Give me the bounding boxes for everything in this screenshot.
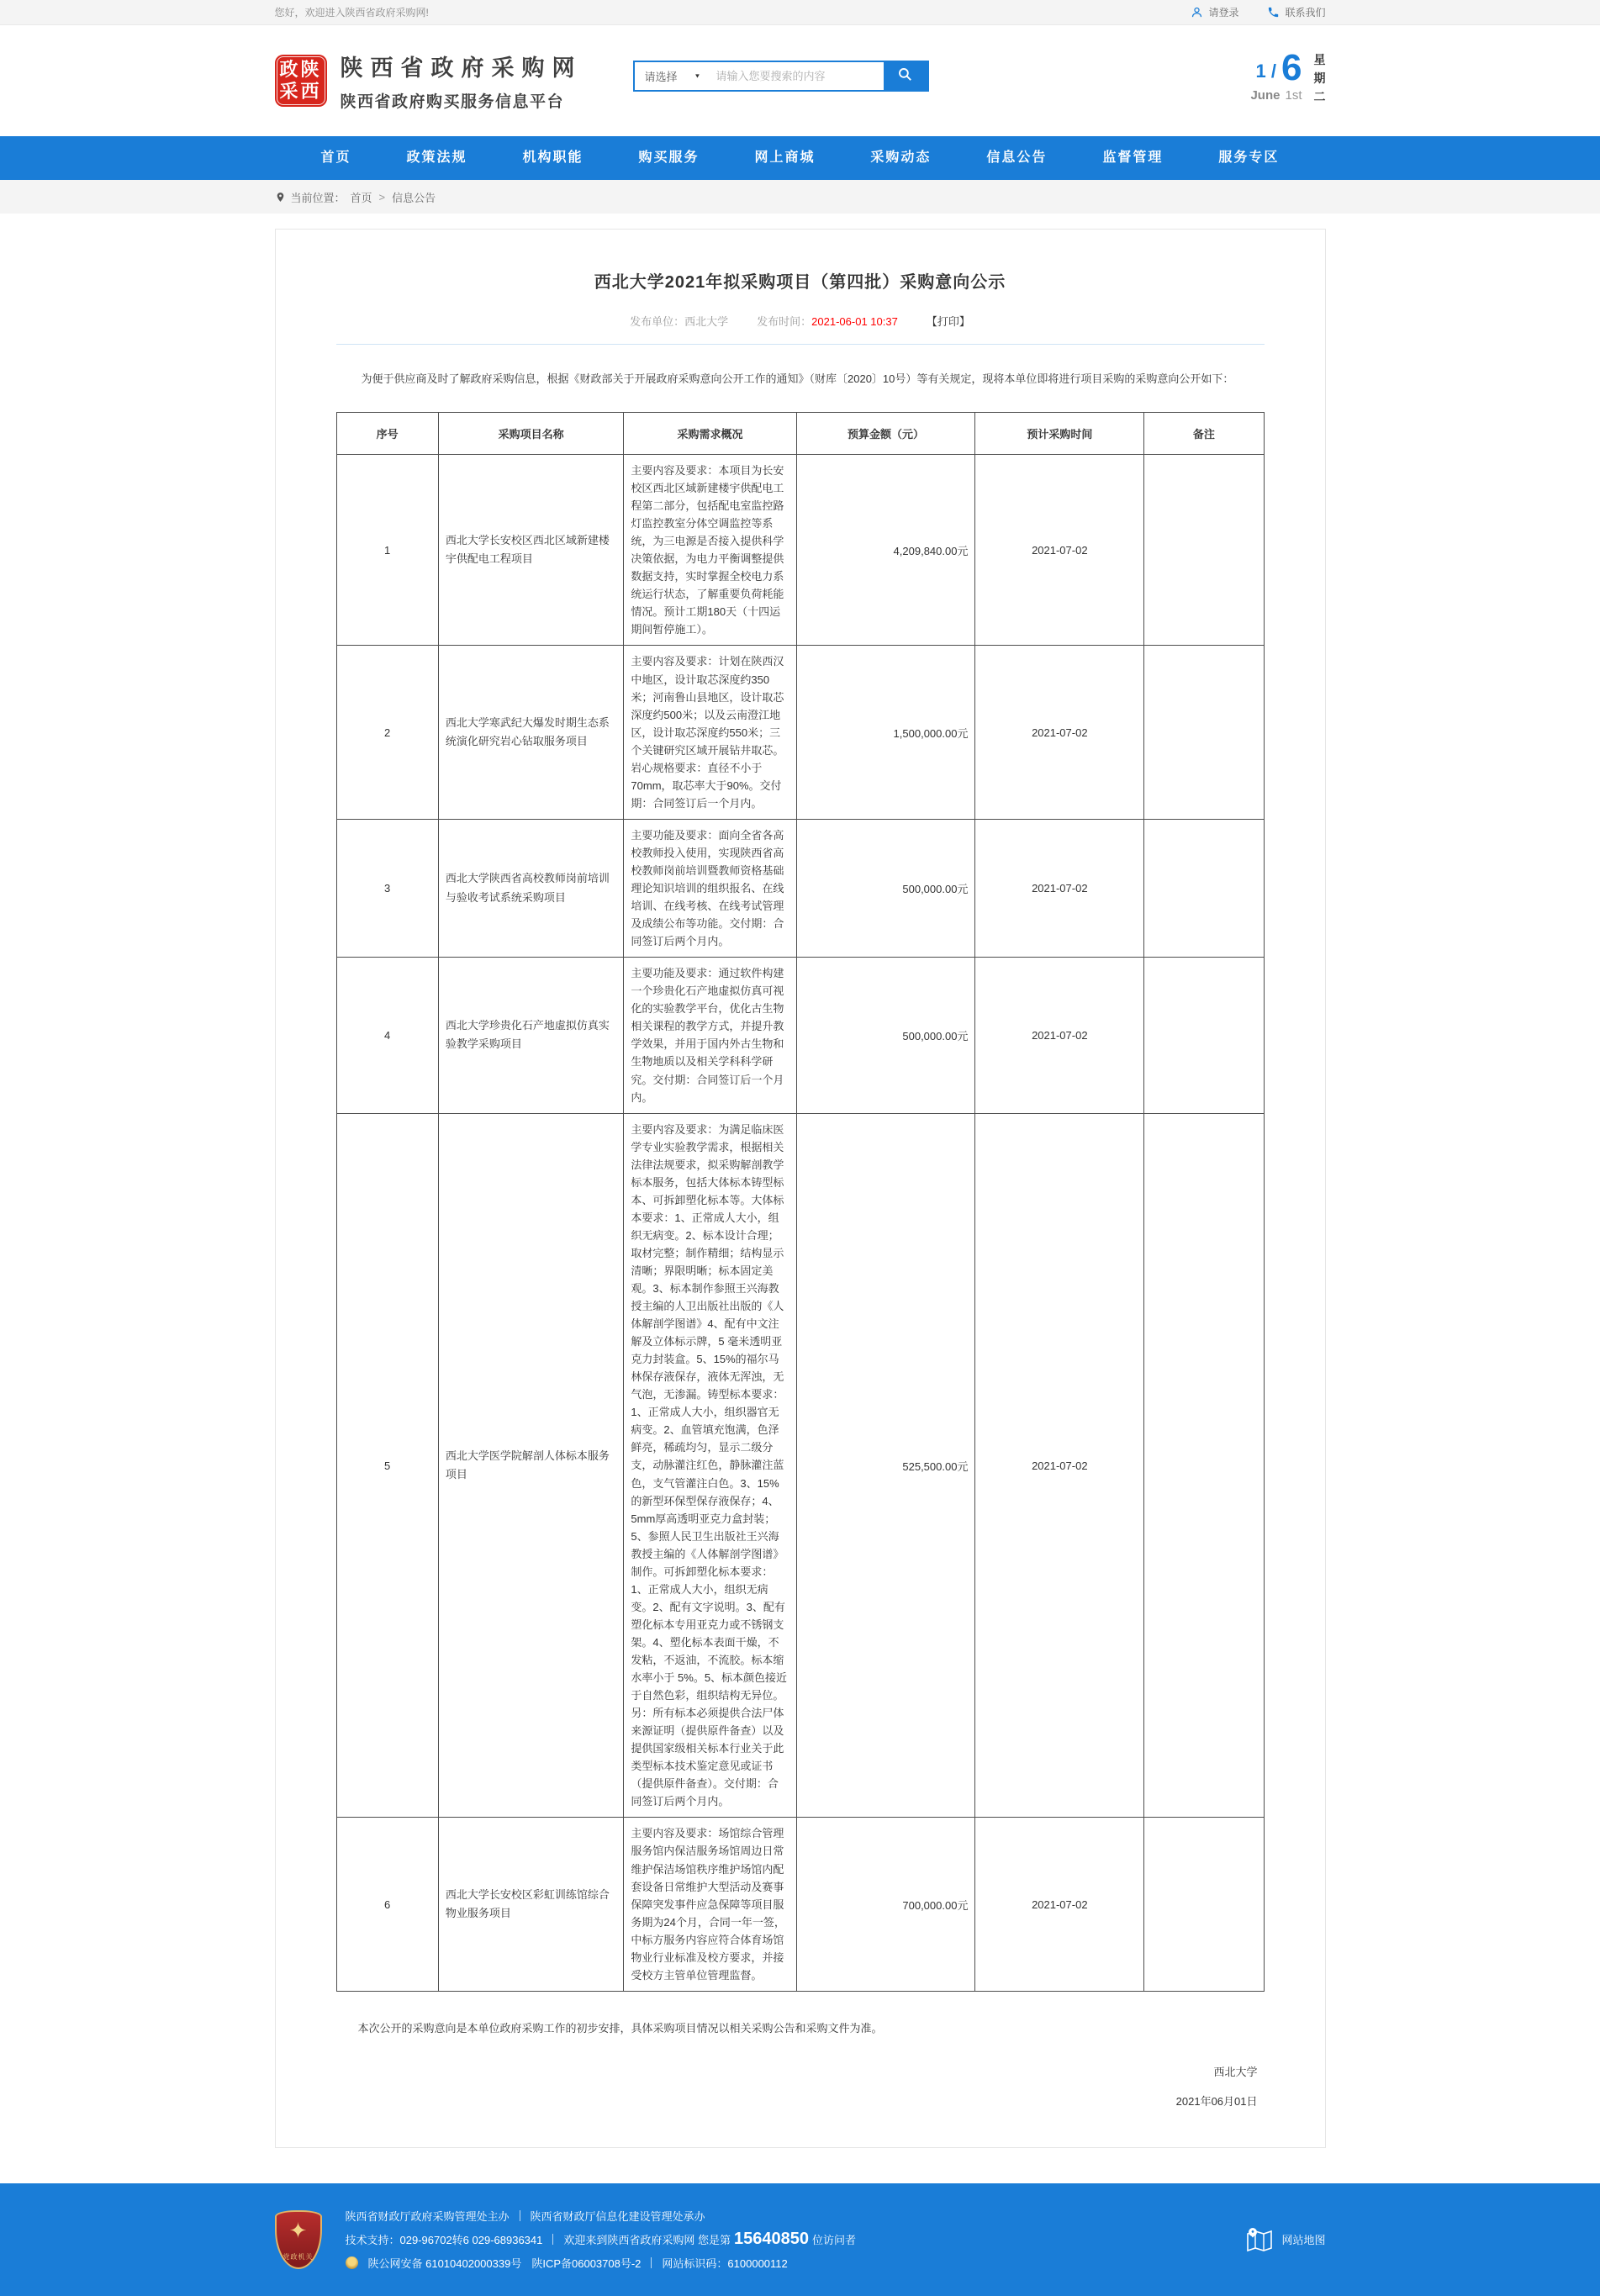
date-day-en: 1st bbox=[1285, 88, 1302, 103]
nav-item-label[interactable]: 首页 bbox=[320, 150, 351, 165]
weekday-char: 二 bbox=[1313, 89, 1326, 103]
table-row bbox=[336, 455, 1264, 646]
cell-purchase-time: 2021-07-02 bbox=[975, 819, 1144, 957]
weekday-char: 星 bbox=[1313, 53, 1326, 67]
cell-requirement: 主要内容及要求：场馆综合管理服务馆内保洁服务场馆周边日常维护保洁场馆秩序维护场馆内配套设备日常维护大型活动及赛事保障突发事件应急保障等项目服务期为24个月，合同一年一签，中标方服务内容应符合体育场馆物业行业标准及校方要求，并接受校方主管单位管理监督。 bbox=[624, 1818, 796, 1991]
nav-item-label[interactable]: 政策法规 bbox=[406, 150, 467, 165]
search-input[interactable] bbox=[709, 62, 883, 90]
signature-org: 西北大学 bbox=[1213, 2065, 1258, 2078]
page-title: 西北大学2021年拟采购项目（第四批）采购意向公示 bbox=[594, 273, 1006, 292]
breadcrumb-separator: > bbox=[378, 190, 386, 203]
nav-item[interactable] bbox=[406, 136, 467, 180]
logo-text-bottom: 采西 bbox=[279, 81, 322, 102]
cell-index: 5 bbox=[336, 1113, 438, 1818]
cell-project-name: 西北大学医学院解剖人体标本服务项目 bbox=[438, 1113, 624, 1818]
cell-purchase-time: 2021-07-02 bbox=[975, 1818, 1144, 1991]
date-weekday bbox=[1314, 50, 1326, 106]
cell-note bbox=[1144, 958, 1264, 1113]
cell-budget: 1,500,000.00元 bbox=[796, 646, 975, 819]
footer-divider bbox=[552, 2234, 553, 2245]
emblem-label: 党政机关 bbox=[283, 2252, 314, 2261]
cell-note bbox=[1144, 646, 1264, 819]
intro-paragraph: 为便于供应商及时了解政府采购信息，根据《财政部关于开展政府采购意向公开工作的通知》（财库〔2020〕10号）等有关规定，现将本单位即将进行项目采购的采购意向公开如下： bbox=[361, 372, 1234, 385]
cell-requirement: 主要内容及要求：本项目为长安校区西北区域新建楼宇供配电工程第二部分，包括配电室监控路灯监控教室分体空调监控等系统，为三电源是否接入提供科学决策依据，为电力平衡调整提供数据支持，实时掌握全校电力系统运行状态，了解重要负荷耗能情况。预计工期180天（十四运期间暂停施工）。 bbox=[624, 455, 796, 646]
search-box bbox=[633, 61, 929, 92]
nav-item-label[interactable]: 网上商城 bbox=[754, 150, 816, 165]
search-category-select[interactable] bbox=[635, 62, 710, 90]
footer-tech-support: 技术支持：029-96702转6 029-68936341 bbox=[345, 2234, 543, 2247]
breadcrumb bbox=[275, 180, 1326, 214]
table-row bbox=[336, 958, 1264, 1113]
cell-index: 3 bbox=[336, 819, 438, 957]
cell-note bbox=[1144, 1818, 1264, 1991]
government-emblem-badge bbox=[275, 2210, 322, 2269]
cell-index: 4 bbox=[336, 958, 438, 1113]
article-meta bbox=[336, 313, 1265, 345]
search-icon bbox=[897, 66, 913, 85]
table-header-cell: 备注 bbox=[1144, 413, 1264, 455]
table-row bbox=[336, 819, 1264, 957]
location-pin-icon bbox=[275, 191, 286, 203]
procurement-table bbox=[336, 412, 1265, 1992]
police-badge-icon bbox=[346, 2256, 358, 2269]
login-link[interactable] bbox=[1191, 5, 1238, 19]
table-header-row bbox=[336, 413, 1264, 455]
table-row bbox=[336, 646, 1264, 819]
nav-item[interactable] bbox=[870, 136, 931, 180]
footer-organizer: 陕西省财政厅信息化建设管理处承办 bbox=[530, 2210, 705, 2224]
table-row bbox=[336, 1113, 1264, 1818]
login-label: 请登录 bbox=[1208, 7, 1239, 18]
cell-budget: 4,209,840.00元 bbox=[796, 455, 975, 646]
closing-paragraph: 本次公开的采购意向是本单位政府采购工作的初步安排，具体采购项目情况以相关采购公告和采购文件为准。 bbox=[357, 2021, 883, 2035]
weekday-char: 期 bbox=[1313, 71, 1326, 86]
emblem-star-icon: ✦ bbox=[288, 2217, 308, 2243]
cell-note bbox=[1144, 455, 1264, 646]
nav-item[interactable] bbox=[986, 136, 1047, 180]
cell-requirement: 主要内容及要求：为满足临床医学专业实验教学需求，根据相关法律法规要求，拟采购解剖教学标本服务，包括大体标本铸型标本、可拆卸塑化标本等。大体标本要求：1、正常成人大小，组织无病变。2、标本设计合理；取材完整；制作精细；结构显示清晰；界限明晰；标本固定美观。3、标本制作参照王兴海教授主编的人卫出版社出版的《人体解剖学图谱》4、配有中文注解及立体标示牌，5 毫米透明亚克力封装盒。5、15%的福尔马林保存液保存，液体无浑浊，无气泡，无渗漏。铸型标本要求：1、正常成人大小，组织器官无病变。2、血管填充饱满，色泽鲜亮，稀疏均匀，显示二级分支，动脉灌注红色，静脉灌注蓝色，支气管灌注白色。3、15%的新型环保型保存液保存；4、5mm厚高透明亚克力盒封装；5、参照人民卫生出版社王兴海教授主编的《人体解剖学图谱》制作。可拆卸塑化标本要求：1、正常成人大小，组织无病变。2、配有文字说明。3、配有塑化标本专用亚克力或不锈钢支架。4、塑化标本表面干燥，不发粘，不返油，不流胶。标本缩水率小于 5%。5、标本颜色接近于自然色彩，组织结构无异位。另：所有标本必须提供合法尸体来源证明（提供原件备查）以及提供国家级相关标本行业关于此类型标本技术鉴定意见或证书（提供原件备查）。交付期：合同签订后两个月内。 bbox=[624, 1113, 796, 1818]
cell-note bbox=[1144, 1113, 1264, 1818]
logo-text-top: 政陕 bbox=[279, 59, 322, 81]
nav-item-label[interactable]: 信息公告 bbox=[986, 150, 1048, 165]
cell-index: 6 bbox=[336, 1818, 438, 1991]
nav-item-label[interactable]: 机构职能 bbox=[522, 150, 583, 165]
cell-purchase-time: 2021-07-02 bbox=[975, 1113, 1144, 1818]
visitor-count: 15640850 bbox=[734, 2230, 809, 2249]
cell-budget: 525,500.00元 bbox=[796, 1113, 975, 1818]
security-record-link[interactable]: 陕公网安备 61010402000339号 bbox=[367, 2257, 522, 2271]
cell-purchase-time: 2021-07-02 bbox=[975, 646, 1144, 819]
breadcrumb-current-link[interactable]: 信息公告 bbox=[392, 191, 436, 204]
cell-budget: 500,000.00元 bbox=[796, 819, 975, 957]
chevron-down-icon: ▼ bbox=[694, 71, 701, 80]
cell-note bbox=[1144, 819, 1264, 957]
footer-host: 陕西省财政厅政府采购管理处主办 bbox=[345, 2210, 510, 2224]
nav-item-label[interactable]: 购买服务 bbox=[638, 150, 700, 165]
table-header-cell: 采购项目名称 bbox=[438, 413, 624, 455]
cell-index: 2 bbox=[336, 646, 438, 819]
cell-requirement: 主要内容及要求：计划在陕西汉中地区，设计取芯深度约350米；河南鲁山县地区，设计取芯深度约500米；以及云南澄江地区，设计取芯深度约550米；三个关键研究区域开展钻井取芯。岩心规格要求：直径不小于70mm，取芯率大于90%。交付期：合同签订后一个月内。 bbox=[624, 646, 796, 819]
cell-project-name: 西北大学寒武纪大爆发时期生态系统演化研究岩心钻取服务项目 bbox=[438, 646, 624, 819]
cell-project-name: 西北大学长安校区西北区域新建楼宇供配电工程项目 bbox=[438, 455, 624, 646]
icp-record-link[interactable]: 陕ICP备06003708号-2 bbox=[531, 2257, 642, 2271]
date-widget bbox=[1250, 47, 1326, 106]
sitemap-icon bbox=[1244, 2225, 1275, 2254]
cell-budget: 500,000.00元 bbox=[796, 958, 975, 1113]
footer-welcome: 欢迎来到陕西省政府采购网 您是第 15640850 位访问者 bbox=[563, 2230, 856, 2249]
phone-icon bbox=[1267, 6, 1280, 18]
breadcrumb-label: 当前位置： bbox=[290, 191, 346, 204]
breadcrumb-bar bbox=[0, 180, 1600, 214]
main-nav bbox=[0, 136, 1600, 180]
user-icon bbox=[1191, 6, 1203, 18]
date-day: 6 bbox=[1281, 47, 1302, 89]
site-code: 网站标识码：6100000112 bbox=[662, 2257, 788, 2271]
cell-project-name: 西北大学长安校区彩虹训练馆综合物业服务项目 bbox=[438, 1818, 624, 1991]
signature-date: 2021年06月01日 bbox=[1175, 2094, 1258, 2108]
welcome-text: 您好，欢迎进入陕西省政府采购网! bbox=[274, 7, 429, 18]
search-category-value: 请选择 bbox=[644, 70, 678, 83]
cell-index: 1 bbox=[336, 455, 438, 646]
nav-item[interactable] bbox=[1102, 136, 1163, 180]
nav-item[interactable] bbox=[754, 136, 815, 180]
publisher-text: 发布单位：西北大学 bbox=[630, 315, 729, 328]
date-month-en: June bbox=[1250, 88, 1281, 103]
date-prefix: 1 / bbox=[1255, 61, 1277, 82]
print-button[interactable]: 【打印】 bbox=[926, 315, 970, 328]
cell-purchase-time: 2021-07-02 bbox=[975, 455, 1144, 646]
breadcrumb-home-link[interactable]: 首页 bbox=[350, 191, 372, 204]
table-header-cell: 采购需求概况 bbox=[624, 413, 796, 455]
sitemap-label: 网站地图 bbox=[1281, 2234, 1326, 2247]
site-header bbox=[0, 25, 1600, 136]
cell-requirement: 主要功能及要求：面向全省各高校教师投入使用，实现陕西省高校教师岗前培训暨教师资格基础理论知识培训的组织报名、在线培训、在线考核、在线考试管理及成绩公布等功能。交付期：合同签订后两个月内。 bbox=[624, 819, 796, 957]
cell-purchase-time: 2021-07-02 bbox=[975, 958, 1144, 1113]
site-footer bbox=[0, 2183, 1600, 2296]
search-button[interactable] bbox=[884, 62, 927, 90]
sitemap-link[interactable] bbox=[1244, 2225, 1325, 2254]
site-title: 陕西省政府采购网 bbox=[340, 55, 583, 81]
nav-item-label[interactable]: 服务专区 bbox=[1218, 150, 1280, 165]
publish-time-value: 2021-06-01 10:37 bbox=[811, 315, 898, 328]
cell-budget: 700,000.00元 bbox=[796, 1818, 975, 1991]
announcement-article bbox=[275, 229, 1326, 2148]
site-logo[interactable] bbox=[275, 55, 327, 107]
nav-item-label[interactable]: 监督管理 bbox=[1102, 150, 1164, 165]
signature-block bbox=[336, 2063, 1265, 2109]
contact-label: 联系我们 bbox=[1285, 7, 1326, 18]
cell-project-name: 西北大学珍贵化石产地虚拟仿真实验教学采购项目 bbox=[438, 958, 624, 1113]
table-header-cell: 预算金额（元） bbox=[796, 413, 975, 455]
cell-requirement: 主要功能及要求：通过软件构建一个珍贵化石产地虚拟仿真可视化的实验教学平台，优化古生物相关课程的教学方式，并提升教学效果，并用于国内外古生物和生物地质以及相关学科科学研究。交付期：合同签订后一个月内。 bbox=[624, 958, 796, 1113]
nav-item[interactable] bbox=[522, 136, 583, 180]
table-header-cell: 序号 bbox=[336, 413, 438, 455]
cell-project-name: 西北大学陕西省高校教师岗前培训与验收考试系统采购项目 bbox=[438, 819, 624, 957]
main-content bbox=[0, 214, 1600, 2183]
nav-item[interactable] bbox=[1218, 136, 1279, 180]
contact-link[interactable] bbox=[1267, 5, 1325, 19]
table-header-cell: 预计采购时间 bbox=[975, 413, 1144, 455]
footer-divider bbox=[651, 2257, 652, 2268]
nav-item-label[interactable]: 采购动态 bbox=[870, 150, 932, 165]
topbar bbox=[0, 0, 1600, 25]
table-row bbox=[336, 1818, 1264, 1991]
publish-time: 发布时间：2021-06-01 10:37 bbox=[757, 315, 898, 328]
nav-item[interactable] bbox=[638, 136, 699, 180]
site-subtitle: 陕西省政府购买服务信息平台 bbox=[340, 93, 565, 111]
nav-item[interactable] bbox=[321, 136, 351, 180]
